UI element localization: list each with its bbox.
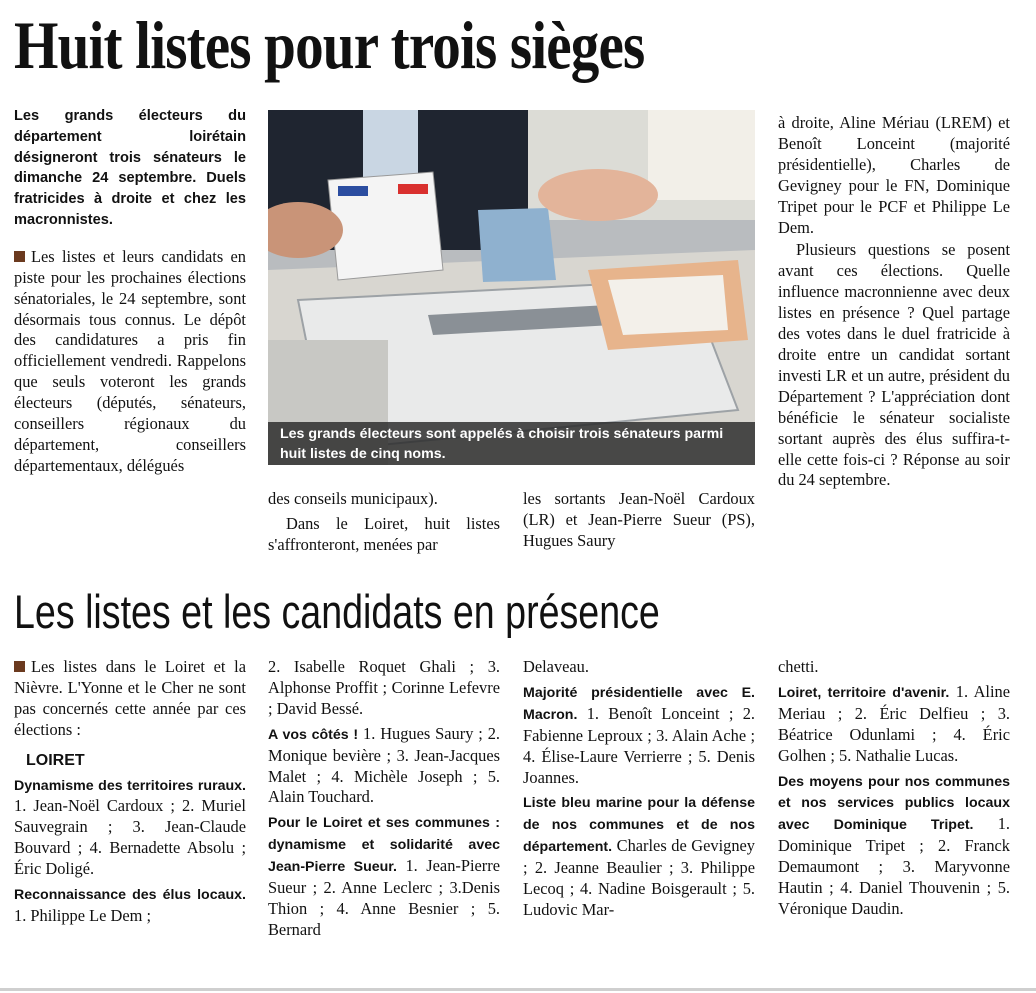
article-column-4 <box>778 113 1010 491</box>
list-item: Reconnaissance des élus locaux. 1. Philippe Le Dem ; <box>14 887 246 925</box>
list-item: Dynamisme des territoires ruraux. 1. Jean-Noël Cardoux ; 2. Muriel Sauvegrain ; 3. Jean-Claude Bouvard ; 4. Bernadette Absolu ; Éric Doligé. <box>14 777 246 879</box>
sidebar-column-1 <box>14 657 246 927</box>
body-paragraph-5: Plusieurs questions se posent avant ces élections. Quelle influence macronnienne avec deux listes en présence ? Quel partage des votes dans le duel fratricide à droite entre un candidat sortant investi LR et un autre, président du Département ? L'appréciation dont bénéficie le sénateur socialiste sortant auprès des élus suffira-t-elle cette fois-ci ? Réponse au soir du 24 septembre. <box>778 240 1010 490</box>
headline: Huit listes pour trois sièges <box>14 7 645 83</box>
sidebar-column-2 <box>268 657 500 941</box>
sidebar-title: Les listes et les candidats en présence <box>14 585 660 638</box>
article-column-1 <box>14 106 246 477</box>
body-paragraph-1: Les listes et leurs candidats en piste pour les prochaines élections sénatoriales, le 24 septembre, sont désormais tous connus. Le dépôt des candidatures a pris fin officiellement vendredi. Rappelons que seuls voteront les grands électeurs (députés, sénateurs, conseillers régionaux du département, conseillers départementaux, délégués <box>14 246 246 475</box>
body-paragraph-3: les sortants Jean-Noël Cardoux (LR) et Jean-Pierre Sueur (PS), Hugues Saury <box>523 489 755 550</box>
list-item: Pour le Loiret et ses communes : dynamisme et solidarité avec Jean-Pierre Sueur. 1. Jean-Pierre Sueur ; 2. Anne Leclerc ; 3.Denis Thion ; 4. Anne Besnier ; 5. Bernard <box>268 815 500 939</box>
list-item: A vos côtés ! 1. Hugues Saury ; 2. Monique bevière ; 3. Jean-Jacques Malet ; 4. Michèle Joseph ; 5. Alain Touchard. <box>268 723 501 807</box>
list-item: Liste bleu marine pour la défense de nos communes et de nos département. Charles de Gevigney ; 2. Jeanne Beaulier ; 3. Philippe Lecoq ; 4. Nadine Boisgerault ; 5. Ludovic Mar- <box>523 795 755 919</box>
body-paragraph-4: à droite, Aline Mériau (LREM) et Benoît Lonceint (majorité présidentielle), Charles de Gevigney pour le FN, Dominique Tripet pour le PCF et Philippe Le Dem. <box>778 113 1010 237</box>
sidebar-column-4 <box>778 657 1010 920</box>
body-continuation: des conseils municipaux). <box>268 489 438 508</box>
list-item: Majorité présidentielle avec E. Macron. 1. Benoît Lonceint ; 2. Fabienne Leproux ; 3. Alain Ache ; 4. Élise-Laure Verrierre ; 5. Denis Joannes. <box>523 684 755 787</box>
photo-caption: Les grands électeurs sont appelés à choisir trois sénateurs parmi huit listes de cinq noms. <box>268 422 755 465</box>
ballot-box-illustration <box>268 110 755 465</box>
body-paragraph-2: Dans le Loiret, huit listes s'affronteront, menées par <box>268 513 500 554</box>
square-bullet-icon <box>14 661 25 672</box>
list-item: Des moyens pour nos communes et nos services publics locaux avec Dominique Tripet. 1. Dominique Tripet ; 2. Franck Demaumont ; 3. Maryvonne Hautin ; 4. Daniel Thouvenin ; 5. Véronique Daudin. <box>778 773 1010 918</box>
list-item: Loiret, territoire d'avenir. 1. Aline Meriau ; 2. Éric Delfieu ; 3. Béatrice Odunlami ; 4. Éric Golhen ; 5. Nathalie Lucas. <box>778 681 1011 765</box>
list-item-continuation: chetti. <box>778 657 819 676</box>
square-bullet-icon <box>14 251 25 262</box>
article-column-2 <box>268 489 500 556</box>
section-heading-loiret: LOIRET <box>26 751 85 769</box>
chapeau: Les grands électeurs du département loirétain désigneront trois sénateurs le dimanche 24 septembre. Duels fratricides à droite et chez les macronnistes. <box>14 108 246 228</box>
page-bottom-rule <box>0 988 1036 991</box>
article-column-3 <box>523 489 755 552</box>
list-item-continuation: 2. Isabelle Roquet Ghali ; 3. Alphonse Proffit ; Corinne Lefevre ; David Bessé. <box>268 657 500 718</box>
list-item-continuation: Delaveau. <box>523 657 589 676</box>
sidebar-intro: Les listes dans le Loiret et la Nièvre. L'Yonne et le Cher ne sont pas concernés cette année par ces élections : <box>14 657 246 739</box>
ballot-box-photo <box>268 110 755 465</box>
sidebar-column-3 <box>523 657 755 921</box>
